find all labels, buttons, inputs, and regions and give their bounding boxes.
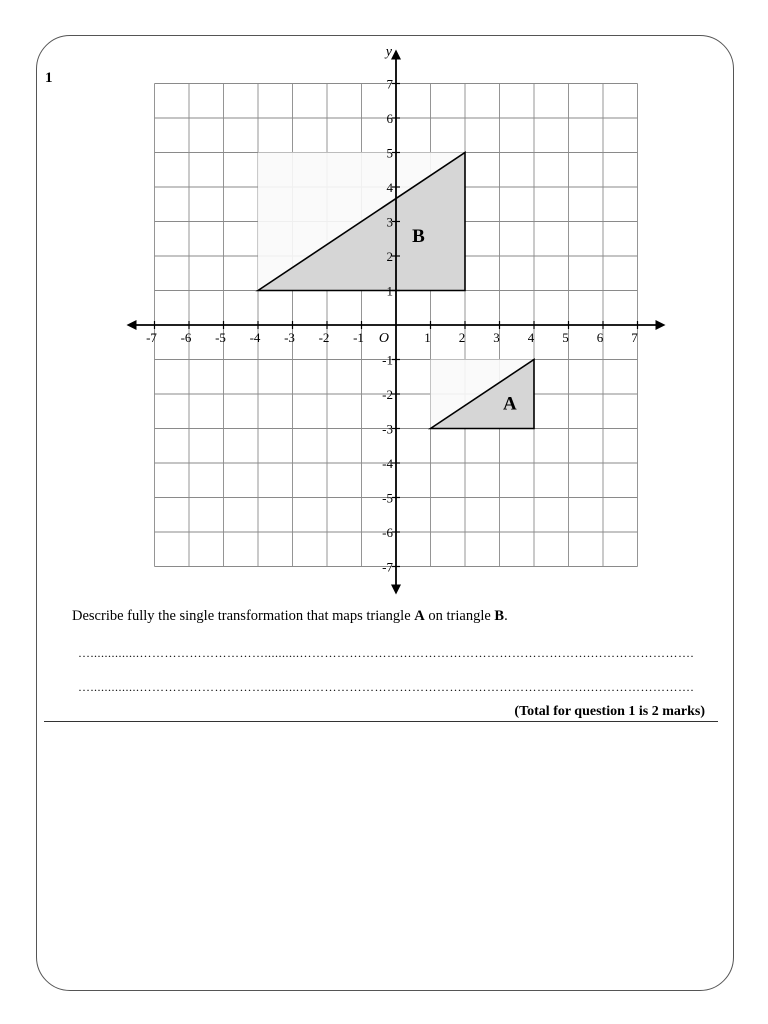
y-tick-label: 1: [386, 283, 393, 299]
x-tick-label: 7: [631, 330, 638, 345]
x-tick-label: -4: [249, 330, 261, 345]
x-tick-label: -2: [318, 330, 330, 345]
y-tick-label: 4: [386, 180, 393, 195]
y-tick-label: -3: [382, 421, 393, 437]
question-text: [72, 608, 508, 625]
x-tick-label: -5: [215, 330, 226, 345]
y-tick-label: 2: [386, 249, 393, 264]
x-tick-label: 5: [562, 330, 569, 345]
triangle-b-label: B: [412, 226, 425, 248]
x-tick-label: 1: [424, 330, 431, 345]
origin-label: O: [378, 331, 389, 346]
x-tick-label: -6: [180, 330, 192, 345]
x-tick-label: -7: [146, 330, 157, 345]
x-tick-label: 4: [527, 330, 535, 345]
y-tick-label: 6: [386, 111, 393, 126]
x-axis-arrow-right: [656, 320, 666, 330]
triangle-a-label: A: [502, 393, 517, 415]
y-tick-label: -5: [382, 490, 393, 506]
y-tick-label: -7: [382, 559, 393, 575]
y-axis-arrow-down: [391, 585, 401, 595]
shape-a-label: A: [414, 608, 425, 624]
y-tick-label: 7: [386, 76, 393, 92]
y-axis-arrow-up: [391, 50, 401, 60]
answer-line-2[interactable]: …..............…………………………..........…………………………………………………………….…………………….: [78, 680, 694, 694]
question-text-middle: on triangle: [424, 608, 495, 624]
x-tick-label: 6: [596, 330, 604, 345]
x-tick-label: 3: [493, 330, 500, 345]
x-tick-label: -3: [284, 330, 295, 345]
question-text-before: Describe fully the single transformation that maps triangle: [72, 608, 415, 624]
y-tick-label: -1: [382, 352, 393, 368]
y-tick-label: -2: [382, 387, 393, 402]
y-tick-label: -4: [382, 456, 393, 471]
y-tick-label: 5: [386, 145, 393, 161]
y-tick-label: -6: [382, 525, 393, 540]
y-tick-label: 3: [386, 214, 393, 230]
x-tick-label: -1: [353, 330, 364, 345]
section-divider: [44, 721, 718, 722]
x-axis-arrow-left: [127, 320, 137, 330]
answer-line-1[interactable]: …..............…………………………..........…………………………………………………………….…………………….: [78, 646, 694, 660]
y-axis-label: y: [385, 44, 392, 60]
total-marks: (Total for question 1 is 2 marks): [514, 704, 705, 719]
question-text-after: .: [504, 608, 508, 624]
x-tick-label: 2: [458, 330, 466, 345]
question-number: 1: [45, 70, 53, 86]
shape-b-label: B: [494, 608, 505, 624]
